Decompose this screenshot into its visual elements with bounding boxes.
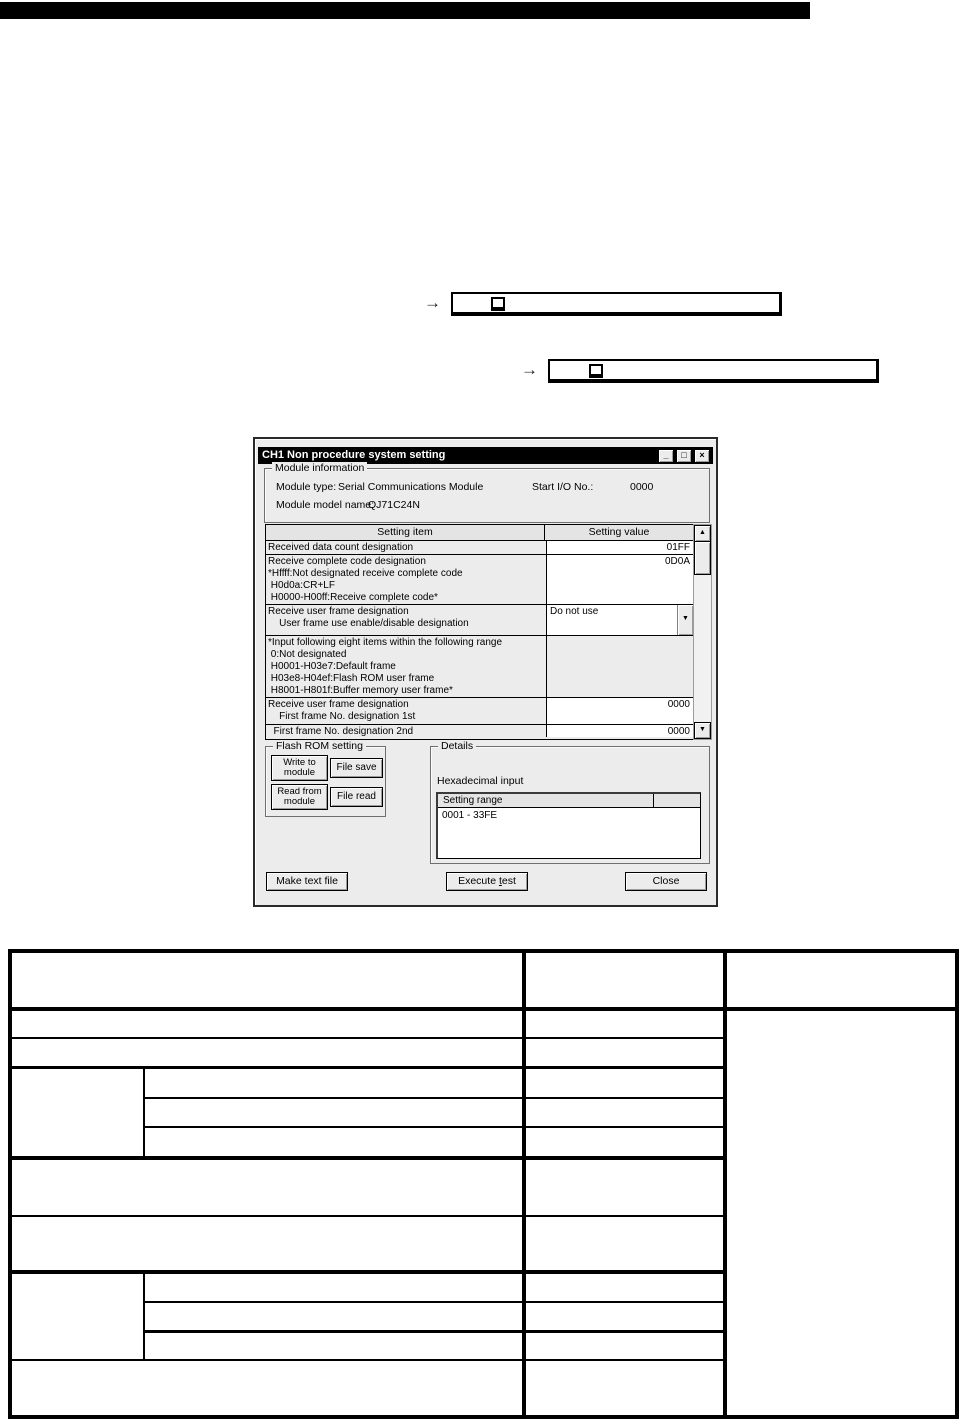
column-header-setting-value: Setting value (588, 526, 650, 538)
setting-item-note: 0:Not designated (268, 649, 347, 660)
setting-item-note: H0000-H00ff:Receive complete code* (268, 592, 438, 603)
grid-line (143, 1330, 727, 1333)
scroll-up-icon[interactable]: ▲ (694, 525, 711, 542)
close-button[interactable] (625, 872, 707, 891)
setting-range-header-cell: Setting range (438, 794, 654, 807)
hexadecimal-input-label: Hexadecimal input (437, 775, 524, 787)
details-group (430, 740, 710, 864)
setting-item-note: H0001-H03e7:Default frame (268, 661, 396, 672)
file-save-button[interactable] (330, 758, 383, 778)
module-type-label: Module type: (276, 481, 337, 493)
scroll-down-icon[interactable]: ▼ (694, 722, 711, 739)
start-io-value: 0000 (630, 481, 654, 493)
grid-line (8, 1037, 727, 1039)
page-header-bar (0, 2, 810, 19)
grid-line (143, 1301, 727, 1303)
grid-line (8, 1215, 727, 1217)
model-name-value: QJ71C24N (368, 499, 420, 511)
setting-item-note: *Hffff:Not designated receive complete code (268, 568, 463, 579)
grid-line (8, 949, 12, 1419)
column-header-setting-item: Setting item (266, 525, 545, 540)
grid-line (8, 1270, 727, 1274)
settings-table-header (266, 525, 693, 540)
button-label-line: module (283, 767, 316, 778)
grid-line (8, 949, 959, 953)
setting-range-list-header (438, 794, 700, 808)
summary-table (8, 949, 959, 1419)
table-row (266, 697, 693, 724)
first-frame-no-1st-field[interactable]: 0000 (547, 698, 693, 724)
minimize-button[interactable]: _ (658, 449, 674, 463)
flash-rom-setting-group (265, 740, 386, 817)
setting-item-sublabel: First frame No. designation 2nd (268, 726, 414, 737)
button-label: Close (652, 875, 680, 888)
group-label: Flash ROM setting (273, 740, 366, 752)
setting-item-note: H8001-H801f:Buffer memory user frame* (268, 685, 453, 696)
first-frame-no-2nd-field[interactable]: 0000 (547, 725, 693, 737)
dialog-title: CH1 Non procedure system setting (262, 449, 446, 461)
grid-line (143, 1274, 145, 1359)
user-frame-use-dropdown[interactable]: Do not use (547, 605, 693, 635)
empty-value-cell (547, 636, 693, 697)
menu-placeholder-box-1 (451, 292, 782, 316)
setting-range-item: 0001 - 33FE (442, 810, 498, 821)
button-label-line: module (283, 796, 316, 807)
setting-item-note: *Input following eight items within the following range (268, 637, 503, 648)
setting-item-label: Received data count designation (268, 542, 414, 553)
table-row (266, 604, 693, 635)
grid-line (8, 1156, 727, 1160)
received-data-count-field[interactable]: 01FF (547, 541, 693, 554)
group-label: Module information (272, 462, 367, 474)
button-label-line: Read from (277, 785, 322, 797)
arrow-right-icon: → (521, 360, 538, 379)
model-name-label: Module model name: (276, 499, 375, 511)
grid-line (8, 1359, 727, 1361)
grid-line (143, 1097, 727, 1099)
setting-item-note: H0d0a:CR+LF (268, 580, 335, 591)
arrow-right-icon: → (424, 293, 441, 312)
setting-item-note: H03e8-H04ef:Flash ROM user frame (268, 673, 435, 684)
setting-item-sublabel: User frame use enable/disable designation (268, 618, 469, 629)
grid-line (522, 949, 526, 1419)
grid-line (8, 1007, 959, 1011)
settings-table-scrollbar[interactable] (693, 524, 712, 740)
menu-placeholder-box-2 (548, 359, 879, 383)
grid-line (8, 1066, 727, 1069)
module-type-value: Serial Communications Module (338, 481, 484, 493)
chevron-down-icon[interactable]: ▼ (677, 605, 693, 635)
empty-header-cell (654, 794, 700, 807)
grid-line (723, 949, 727, 1419)
grid-line (143, 1069, 145, 1156)
dialog-ch1-non-procedure-system-setting (253, 437, 718, 907)
scrollbar-thumb[interactable] (694, 541, 711, 575)
grid-line (8, 1415, 959, 1419)
icon-placeholder-square (491, 297, 505, 311)
module-information-group (264, 462, 710, 523)
button-label: File save (336, 761, 377, 773)
group-label: Details (438, 740, 476, 752)
button-label-line: Write to (283, 756, 316, 768)
table-row (266, 540, 693, 554)
file-read-button[interactable] (330, 787, 383, 807)
grid-line (955, 949, 959, 1419)
setting-item-sublabel: First frame No. designation 1st (268, 711, 416, 722)
settings-table (265, 524, 694, 740)
read-from-module-button[interactable] (271, 784, 328, 810)
button-label: Make text file (276, 875, 338, 888)
table-row (266, 635, 693, 697)
button-label: Execute test (458, 875, 516, 888)
table-row (266, 724, 693, 737)
write-to-module-button[interactable] (271, 755, 328, 781)
setting-item-label: Receive complete code designation (268, 556, 426, 567)
setting-range-list[interactable] (436, 792, 701, 859)
receive-complete-code-field[interactable]: 0D0A (547, 555, 693, 604)
button-label: File read (337, 790, 376, 802)
table-row (266, 554, 693, 604)
start-io-label: Start I/O No.: (532, 481, 594, 493)
maximize-button[interactable]: □ (676, 449, 692, 463)
icon-placeholder-square (589, 364, 603, 378)
setting-item-label: Receive user frame designation (268, 699, 409, 710)
grid-line (143, 1126, 727, 1128)
setting-item-label: Receive user frame designation (268, 606, 409, 617)
execute-test-button[interactable] (446, 872, 528, 891)
make-text-file-button[interactable] (266, 872, 348, 891)
close-icon[interactable]: × (694, 449, 710, 463)
